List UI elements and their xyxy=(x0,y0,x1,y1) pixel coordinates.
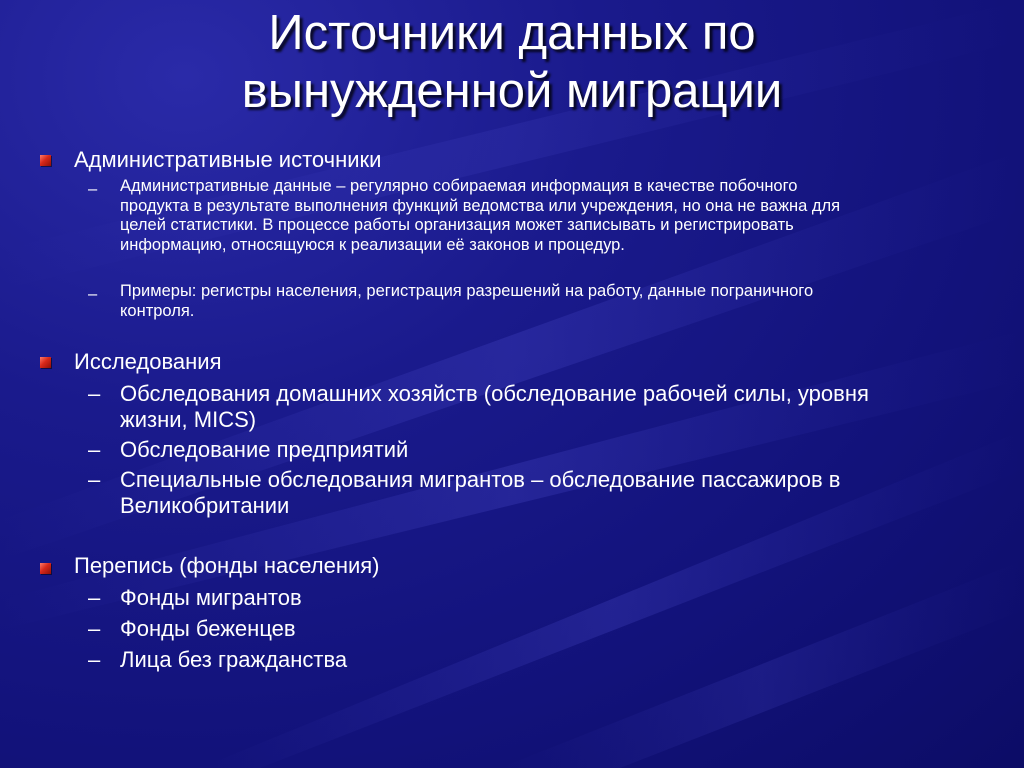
dash-icon: – xyxy=(88,616,101,641)
list-item-examples xyxy=(120,282,1000,321)
list-item-refugee-stocks: Фонды беженцев xyxy=(120,616,296,641)
title-line-2: вынужденной миграции xyxy=(241,64,783,118)
text-line: контроля. xyxy=(120,301,195,320)
text-line: информацию, относящуюся к реализации её законов и процедур. xyxy=(120,235,625,254)
text-line: Специальные обследования мигрантов – обследование пассажиров в xyxy=(120,467,841,492)
dash-icon: – xyxy=(88,647,101,672)
bullet-icon xyxy=(40,563,51,574)
dash-icon: – xyxy=(88,285,98,303)
text-line: целей статистики. В процессе работы организация может записывать и регистрировать xyxy=(120,216,794,234)
list-item-enterprise-survey xyxy=(120,437,1000,463)
text-line: Великобритании xyxy=(120,493,290,518)
list-item-administrative-data xyxy=(120,177,1000,255)
section-heading-administrative: Административные источники xyxy=(74,147,382,172)
dash-icon: – xyxy=(88,467,101,492)
list-item-migrant-surveys xyxy=(120,467,1000,519)
bullet-icon xyxy=(40,155,51,166)
text-line: Обследование предприятий xyxy=(120,437,409,462)
text-line: Административные данные – регулярно собираемая информация в качестве побочного xyxy=(120,177,798,195)
bullet-icon xyxy=(40,357,51,368)
text-line: жизни, MICS) xyxy=(120,407,257,432)
dash-icon: – xyxy=(88,437,101,462)
text-line: продукта в результате выполнения функций ведомства или учреждения, но она не важна для xyxy=(120,196,841,215)
slide-title xyxy=(0,4,1024,120)
title-line-1: Источники данных по xyxy=(268,6,756,60)
dash-icon: – xyxy=(88,381,101,406)
section-heading-research: Исследования xyxy=(74,349,222,374)
list-item-stateless: Лица без гражданства xyxy=(120,647,348,672)
dash-icon: – xyxy=(88,585,101,610)
dash-icon: – xyxy=(88,180,98,198)
text-line: Обследования домашних хозяйств (обследование рабочей силы, уровня xyxy=(120,381,869,406)
text-line: Примеры: регистры населения, регистрация разрешений на работу, данные пограничного xyxy=(120,282,814,300)
list-item-migrant-stocks: Фонды мигрантов xyxy=(120,585,302,610)
section-heading-census: Перепись (фонды населения) xyxy=(74,553,380,578)
list-item-household-surveys xyxy=(120,381,1000,433)
